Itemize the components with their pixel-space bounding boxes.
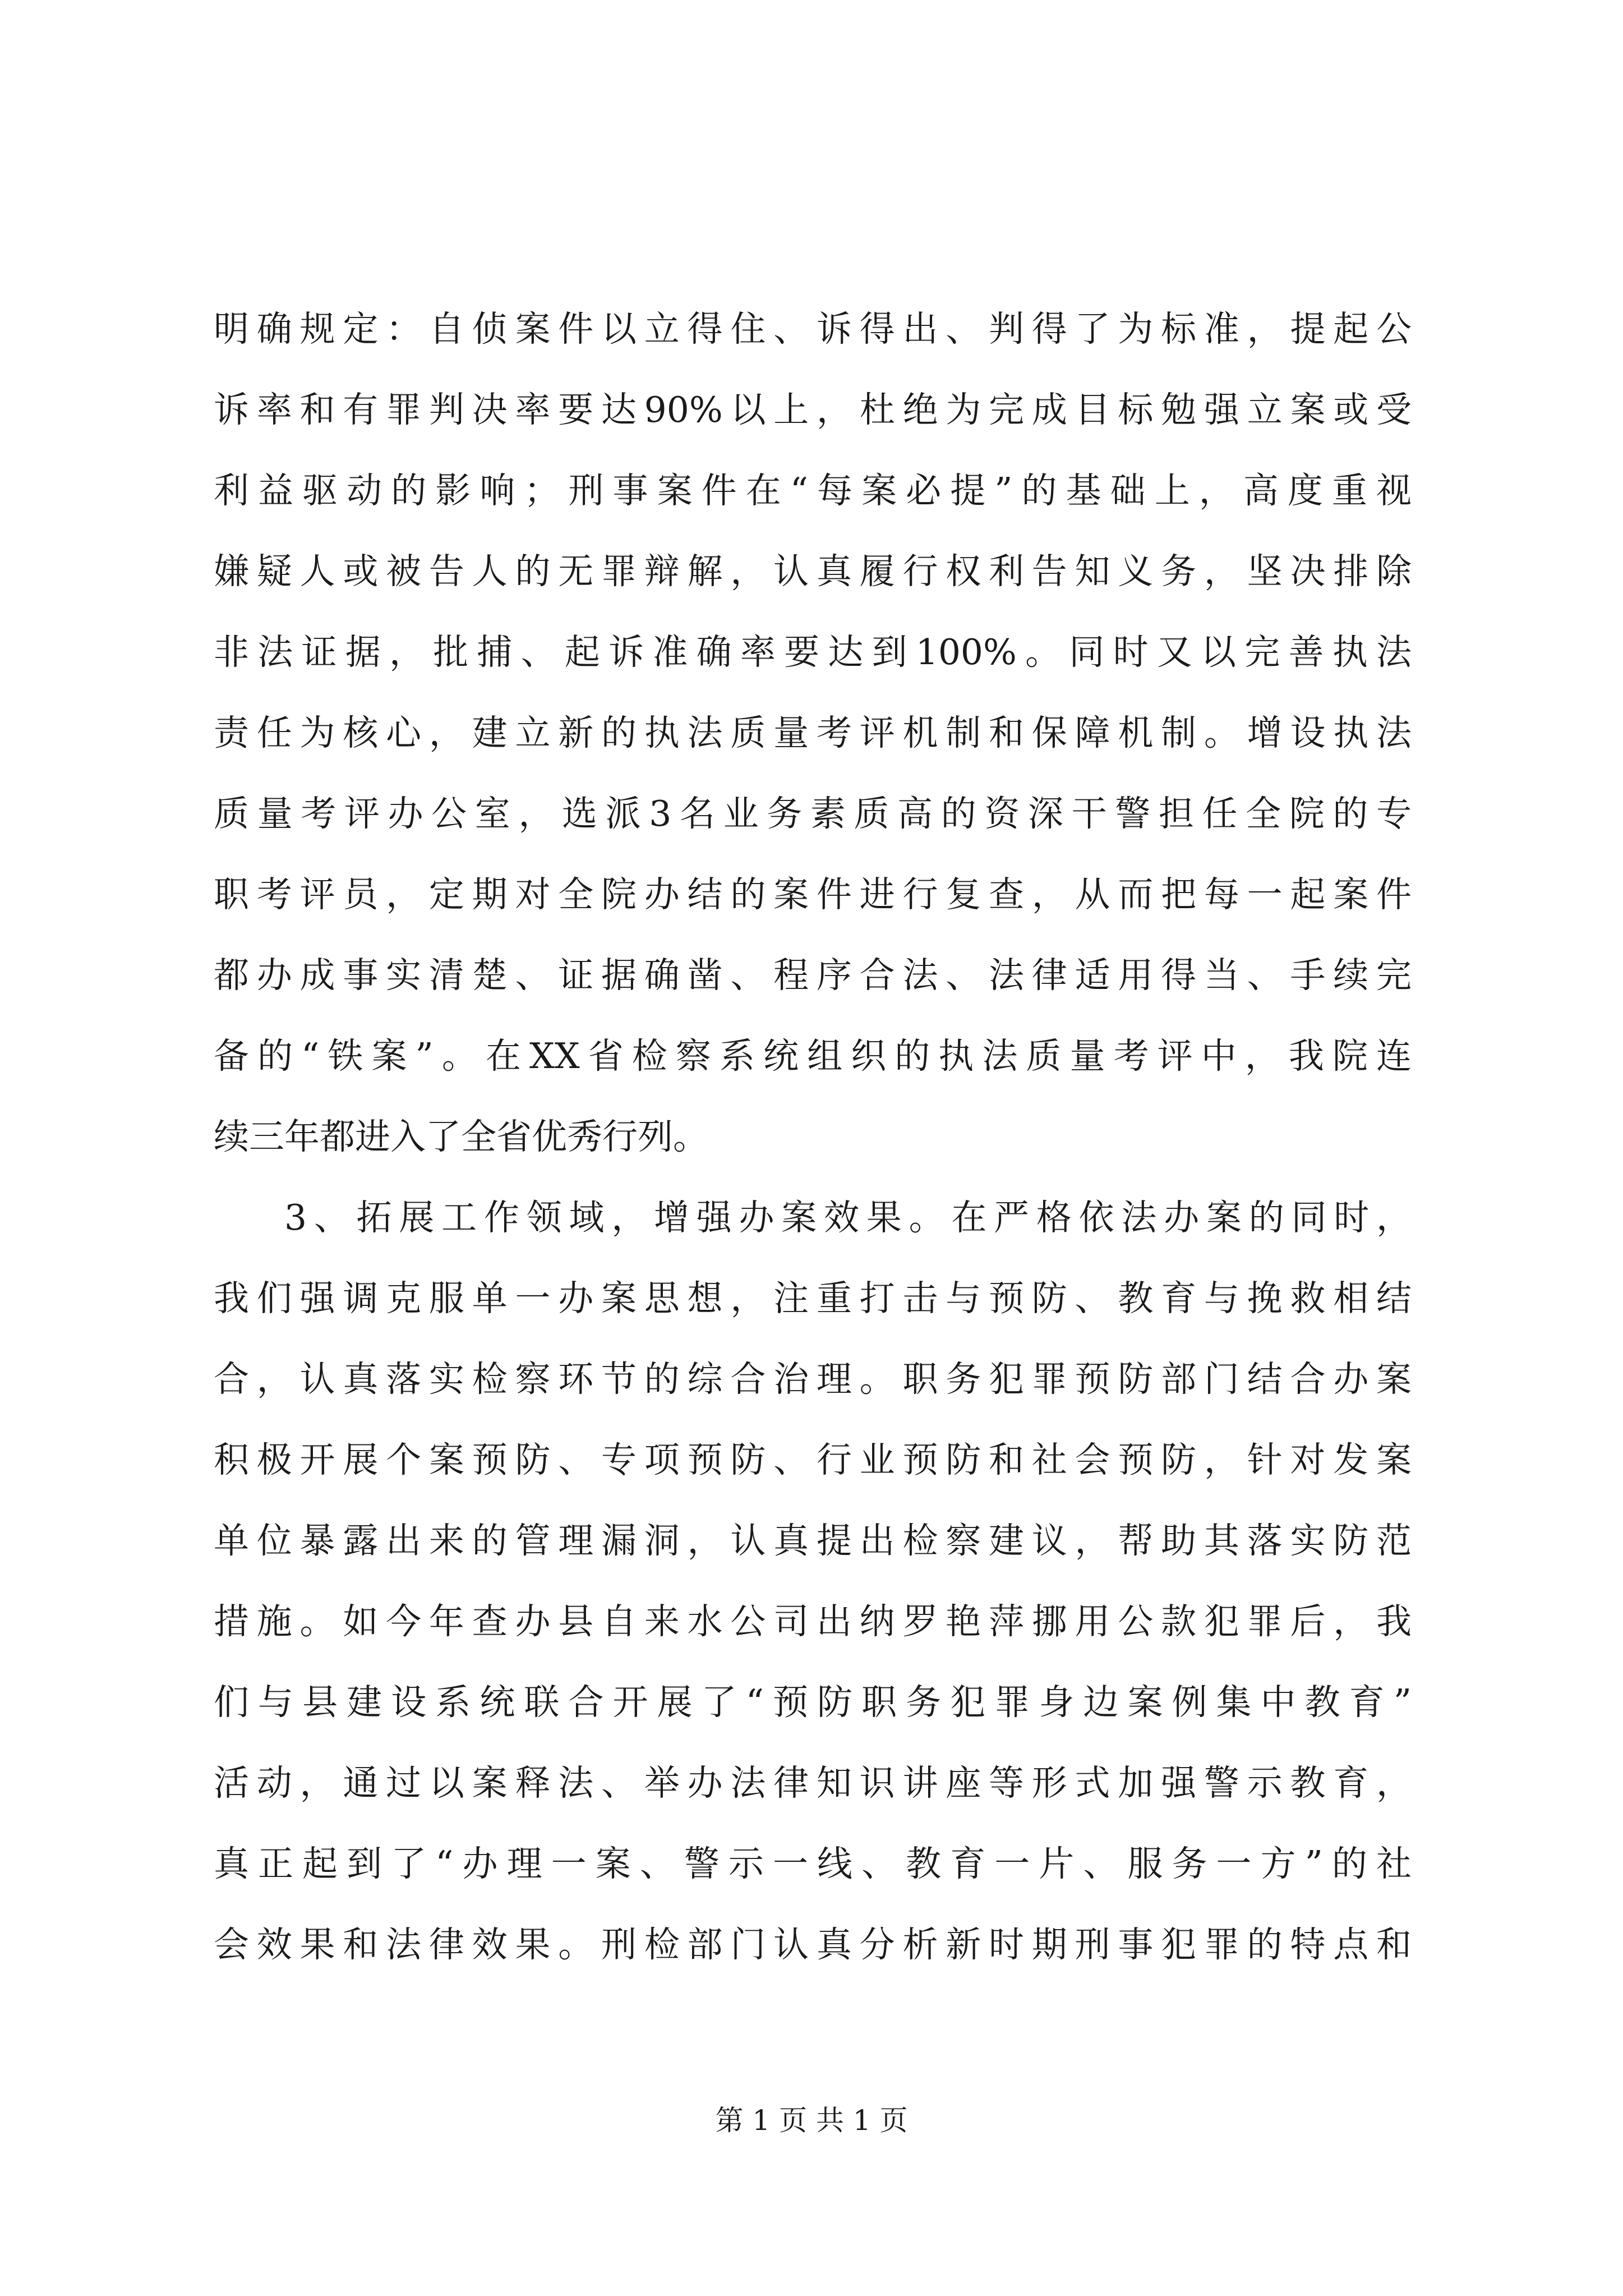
text-line: 非法证据，批捕、起诉准确率要达到100%。同时又以完善执法 <box>214 632 1412 673</box>
text-line: 责任为核心，建立新的执法质量考评机制和保障机制。增设执法 <box>214 712 1412 753</box>
text-line: 我们强调克服单一办案思想，注重打击与预防、教育与挽救相结 <box>214 1278 1412 1319</box>
text-line: 们与县建设系统联合开展了“预防职务犯罪身边案例集中教育” <box>214 1682 1412 1723</box>
text-line: 都办成事实清楚、证据确凿、程序合法、法律适用得当、手续完 <box>214 955 1412 996</box>
text-line: 职考评员，定期对全院办结的案件进行复查，从而把每一起案件 <box>214 874 1412 915</box>
text-line: 措施。如今年查办县自来水公司出纳罗艳萍挪用公款犯罪后，我 <box>214 1601 1412 1642</box>
text-line: 会效果和法律效果。刑检部门认真分析新时期刑事犯罪的特点和 <box>214 1924 1412 1965</box>
text-line: 备的“铁案”。在XX省检察系统组织的执法质量考评中，我院连 <box>214 1036 1412 1076</box>
text-line: 真正起到了“办理一案、警示一线、教育一片、服务一方”的社 <box>214 1843 1412 1884</box>
page-number-footer: 第 1 页 共 1 页 <box>715 2104 908 2137</box>
text-line: 利益驱动的影响；刑事案件在“每案必提”的基础上，高度重视 <box>214 470 1412 511</box>
text-line: 积极开展个案预防、专项预防、行业预防和社会预防，针对发案 <box>214 1439 1412 1480</box>
text-line: 明确规定：自侦案件以立得住、诉得出、判得了为标准，提起公 <box>214 309 1412 349</box>
text-line: 续三年都进入了全省优秀行列。 <box>214 1116 708 1157</box>
text-line: 质量考评办公室，选派3名业务素质高的资深干警担任全院的专 <box>214 793 1412 834</box>
document-body <box>214 289 1412 1985</box>
text-line: 活动，通过以案释法、举办法律知识讲座等形式加强警示教育， <box>214 1763 1412 1803</box>
text-line: 嫌疑人或被告人的无罪辩解，认真履行权利告知义务，坚决排除 <box>214 551 1412 592</box>
paragraph-first-line: 3、拓展工作领域，增强办案效果。在严格依法办案的同时， <box>284 1197 1412 1238</box>
text-line: 合，认真落实检察环节的综合治理。职务犯罪预防部门结合办案 <box>214 1359 1412 1400</box>
text-line: 单位暴露出来的管理漏洞，认真提出检察建议，帮助其落实防范 <box>214 1520 1412 1561</box>
text-line: 诉率和有罪判决率要达90%以上，杜绝为完成目标勉强立案或受 <box>214 389 1412 430</box>
